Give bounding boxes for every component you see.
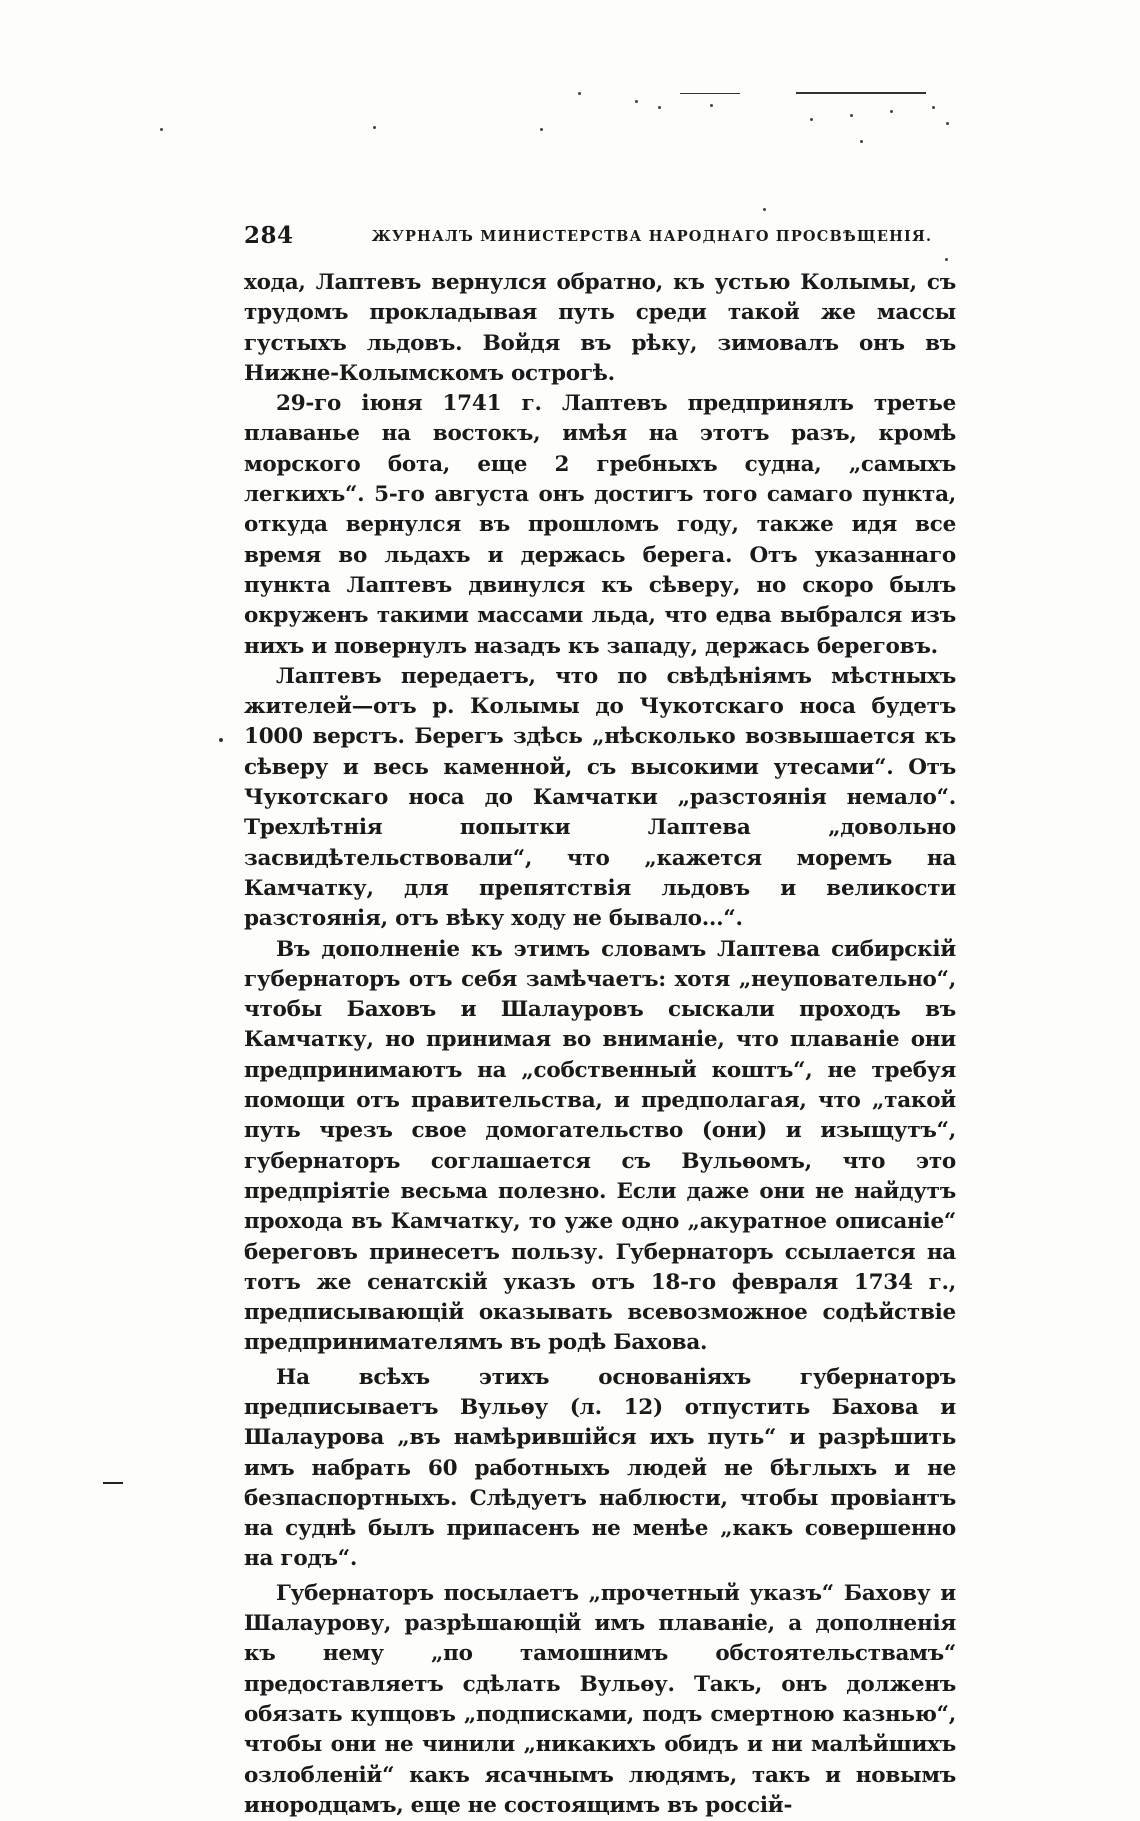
- print-specks: [560, 84, 980, 164]
- speck: [945, 258, 948, 261]
- speck: [932, 106, 935, 109]
- speck: [219, 738, 223, 742]
- paragraph: На всѣхъ этихъ основаніяхъ губернаторъ предписываетъ Вульѳу (л. 12) отпустить Бахова и Шалаурова „въ намѣрившійся ихъ путь“ и разрѣшить имъ набрать 60 работныхъ людей не бѣглыхъ и не безпаспортныхъ. Слѣдуетъ наблюсти, чтобы провіантъ на суднѣ былъ припасенъ не менѣе „какъ совершенно на годъ“.: [244, 1364, 956, 1572]
- speck-line: [680, 93, 740, 94]
- speck: [860, 140, 863, 143]
- margin-mark: [103, 1482, 123, 1484]
- speck: [890, 110, 893, 113]
- speck: [763, 208, 766, 211]
- speck: [710, 104, 713, 107]
- paragraph: хода, Лаптевъ вернулся обратно, къ устью Колымы, съ трудомъ прокладывая путь среди такой же массы густыхъ льдовъ. Войдя въ рѣку, зимовалъ онъ въ Нижне-Колымскомъ острогѣ.: [244, 270, 956, 386]
- speck: [578, 92, 581, 95]
- paragraph: Лаптевъ передаетъ, что по свѣдѣніямъ мѣстныхъ жителей—отъ р. Колымы до Чукотскаго носа будетъ 1000 верстъ. Берегъ здѣсь „нѣсколько возвышается къ сѣверу и весь каменной, съ высокими утесами“. Отъ Чукотскаго носа до Камчатки „разстоянія немало“. Трехлѣтнія попытки Лаптева „довольно засвидѣтельствовали“, что „кажется моремъ на Камчатку, для препятствія льдовъ и великости разстоянія, отъ вѣку ходу не бывало...“.: [244, 663, 956, 932]
- speck: [946, 122, 949, 125]
- page-number: 284: [244, 222, 294, 249]
- speck: [373, 126, 376, 129]
- speck-line: [796, 92, 926, 94]
- page-header: [244, 222, 956, 254]
- running-title: ЖУРНАЛЪ МИНИСТЕРСТВА НАРОДНАГО ПРОСВѢЩЕНІЯ.: [371, 228, 933, 245]
- paragraph: 29-го іюня 1741 г. Лаптевъ предпринялъ третье плаванье на востокъ, имѣя на этотъ разъ, кромѣ морского бота, еще 2 гребныхъ судна, „самыхъ легкихъ“. 5-го августа онъ достигъ того самаго пункта, откуда вернулся въ прошломъ году, также идя все время во льдахъ и держась берега. Отъ указаннаго пункта Лаптевъ двинулся къ сѣверу, но скоро былъ окруженъ такими массами льда, что едва выбрался изъ нихъ и повернулъ назадъ къ западу, держась береговъ.: [244, 391, 956, 659]
- speck: [850, 114, 853, 117]
- speck: [160, 128, 163, 131]
- speck: [540, 128, 543, 131]
- speck: [635, 100, 638, 103]
- body-text: [244, 268, 956, 1821]
- speck: [810, 118, 813, 121]
- paragraph: Въ дополненіе къ этимъ словамъ Лаптева сибирскій губернаторъ отъ себя замѣчаетъ: хотя „неуповательно“, чтобы Баховъ и Шалауровъ сыскали проходъ въ Камчатку, но принимая во вниманіе, что плаваніе они предпринимаютъ на „собственный коштъ“, не требуя помощи отъ правительства, и предполагая, что „такой путь чрезъ свое домогательство (они) и изыщутъ“, губернаторъ соглашается съ Вульѳомъ, что это предпріятіе весьма полезно. Если даже они не найдутъ прохода въ Камчатку, то уже одно „акуратное описаніе“ береговъ принесетъ пользу. Губернаторъ ссылается на тотъ же сенатскій указъ отъ 18-го февраля 1734 г., предписывающій оказывать всевозможное содѣйствіе предпринимателямъ въ родѣ Бахова.: [244, 936, 956, 1356]
- paragraph: Губернаторъ посылаетъ „прочетный указъ“ Бахову и Шалаурову, разрѣшающій имъ плаваніе, а дополненія къ нему „по тамошнимъ обстоятельствамъ“ предоставляетъ сдѣлать Вульѳу. Такъ, онъ долженъ обязать купцовъ „подписками, подъ смертною казнью“, чтобы они не чинили „никакихъ обидъ и ни малѣйшихъ озлобленій“ какъ ясачнымъ людямъ, такъ и новымъ инородцамъ, еще не состоящимъ въ россій-: [244, 1580, 956, 1818]
- speck: [658, 106, 661, 109]
